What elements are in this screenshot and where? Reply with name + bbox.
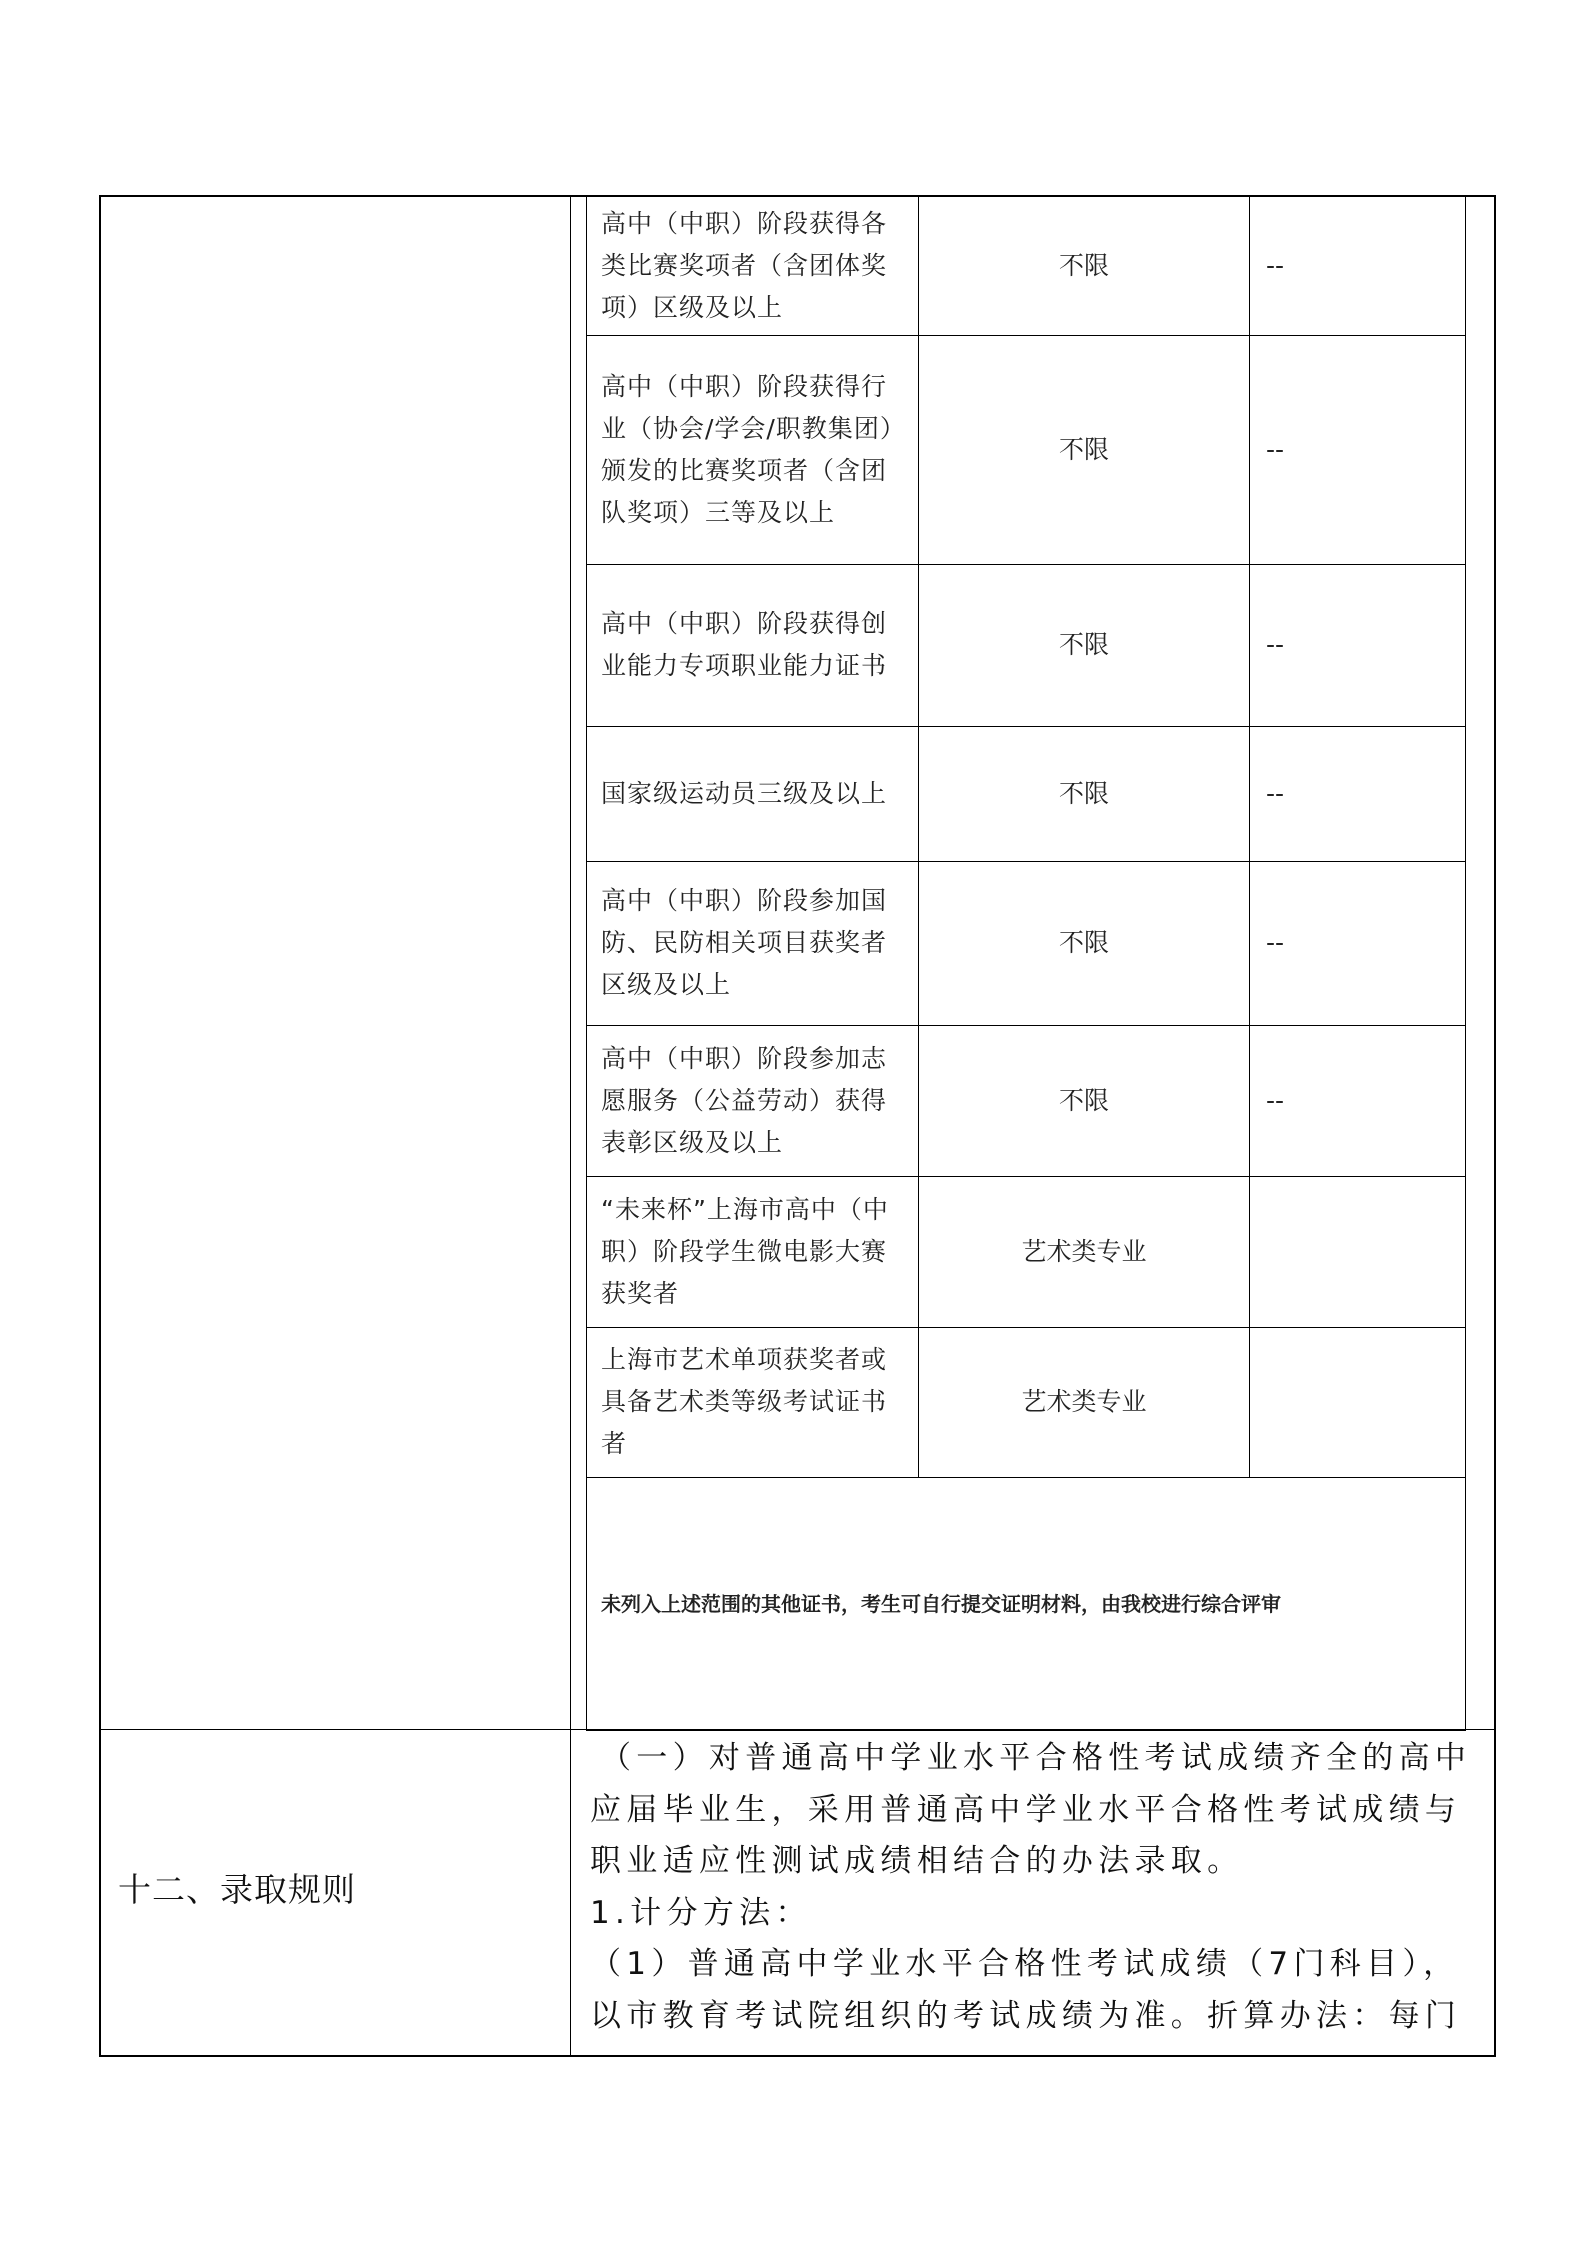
- table-row: [587, 564, 1466, 726]
- certificate-item: 高中（中职）阶段参加志愿服务（公益劳动）获得表彰区级及以上: [587, 1025, 919, 1176]
- major-scope: 艺术类专业: [919, 1327, 1250, 1477]
- table-row: [587, 1327, 1466, 1477]
- major-scope: 不限: [919, 726, 1250, 861]
- remark: --: [1250, 335, 1466, 564]
- remark: --: [1250, 196, 1466, 335]
- remark: [1250, 1176, 1466, 1327]
- table-row: [587, 335, 1466, 564]
- remark: --: [1250, 861, 1466, 1025]
- major-scope: 不限: [919, 335, 1250, 564]
- admission-rules-text: [590, 1733, 1488, 2042]
- remark: [1250, 1327, 1466, 1477]
- major-scope: 艺术类专业: [919, 1176, 1250, 1327]
- certificate-table-container: [586, 195, 1465, 1729]
- section-heading: 十二、录取规则: [118, 1870, 356, 1909]
- remark: --: [1250, 726, 1466, 861]
- outer-table-right-border: [1494, 195, 1496, 2057]
- major-scope: 不限: [919, 861, 1250, 1025]
- rules-paragraph: （一）对普通高中学业水平合格性考试成绩齐全的高中应届毕业生，采用普通高中学业水平合格性考试成绩与职业适应性测试成绩相结合的办法录取。: [590, 1740, 1472, 1879]
- table-row: [587, 861, 1466, 1025]
- certificate-item: 高中（中职）阶段获得各类比赛奖项者（含团体奖项）区级及以上: [587, 196, 919, 335]
- major-scope: 不限: [919, 564, 1250, 726]
- rules-paragraph: 1.计分方法：: [590, 1894, 812, 1931]
- table-note: 未列入上述范围的其他证书，考生可自行提交证明材料，由我校进行综合评审: [587, 1477, 1466, 1730]
- certificate-item: “未来杯”上海市高中（中职）阶段学生微电影大赛获奖者: [587, 1176, 919, 1327]
- outer-table-left-border: [99, 195, 101, 2057]
- major-scope: 不限: [919, 196, 1250, 335]
- certificate-item: 高中（中职）阶段获得创业能力专项职业能力证书: [587, 564, 919, 726]
- remark: --: [1250, 1025, 1466, 1176]
- certificate-item: 国家级运动员三级及以上: [587, 726, 919, 861]
- table-row: [587, 196, 1466, 335]
- certificate-table: [586, 195, 1466, 1731]
- certificate-item: 高中（中职）阶段获得行业（协会/学会/职教集团）颁发的比赛奖项者（含团队奖项）三等及以上: [587, 335, 919, 564]
- certificate-item: 上海市艺术单项获奖者或具备艺术类等级考试证书者: [587, 1327, 919, 1477]
- outer-table-bottom-border: [99, 2055, 1496, 2057]
- table-row: [587, 1176, 1466, 1327]
- major-scope: 不限: [919, 1025, 1250, 1176]
- table-note-row: [587, 1477, 1466, 1730]
- table-row: [587, 1025, 1466, 1176]
- outer-column-divider: [570, 195, 571, 2057]
- table-row: [587, 726, 1466, 861]
- remark: --: [1250, 564, 1466, 726]
- certificate-item: 高中（中职）阶段参加国防、民防相关项目获奖者区级及以上: [587, 861, 919, 1025]
- rules-paragraph: （1）普通高中学业水平合格性考试成绩（7门科目），以市教育考试院组织的考试成绩为准。折算办法：每门: [590, 1946, 1462, 2034]
